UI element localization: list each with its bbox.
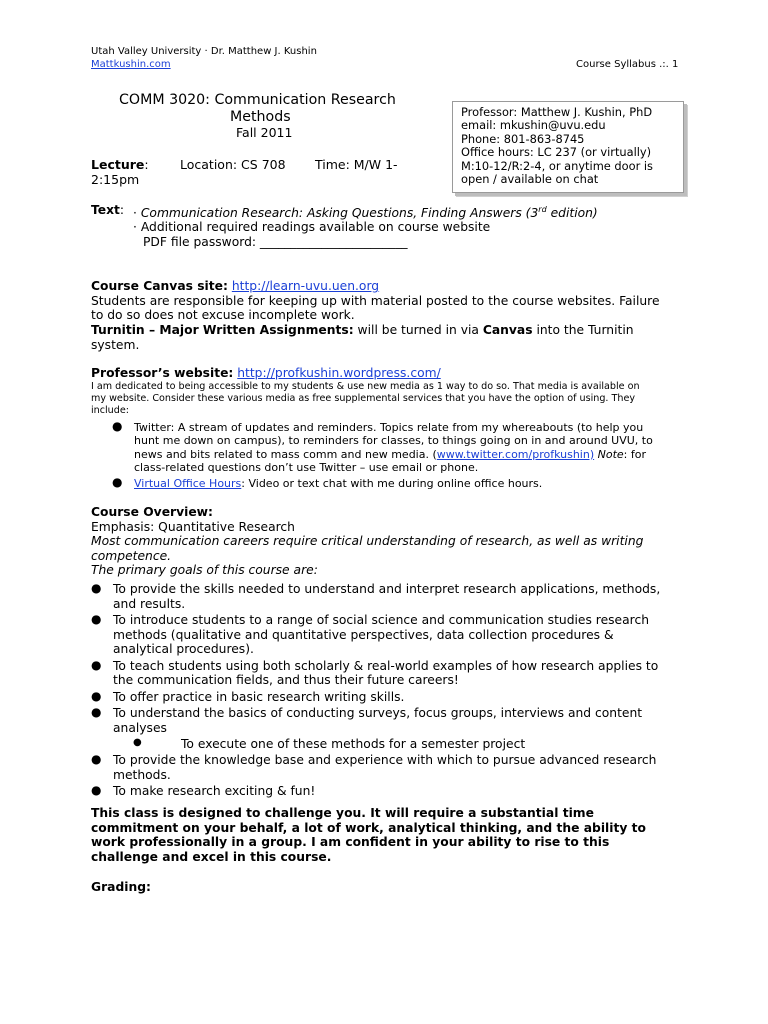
challenge-paragraph: [91, 806, 646, 864]
goal-text: analytical procedures).: [113, 642, 254, 656]
additional-bullet: ·: [133, 220, 137, 234]
sub-goal-item: [91, 737, 691, 753]
virtual-office-hours-link[interactable]: Virtual Office Hours: [134, 477, 242, 490]
goal-text: methods.: [113, 767, 171, 782]
bullet-icon: ●: [91, 581, 102, 595]
voh-desc: : Video or text chat with me during online office hours.: [241, 477, 543, 490]
goal-text: To provide the knowledge base and experience with which to pursue advanced research: [113, 753, 657, 767]
goal-text: analyses: [113, 720, 167, 735]
overview-italic-2: competence.: [91, 548, 172, 563]
goal-text: the communication fields, and thus their future careers!: [113, 673, 459, 687]
prof-office-hours-2: M:10-12/R:2-4, or anytime door is: [461, 158, 653, 173]
prof-phone: Phone: 801-863-8745: [461, 131, 585, 146]
goal-text: and results.: [113, 596, 186, 611]
prof-name: Professor: Matthew J. Kushin, PhD: [461, 105, 653, 119]
overview-emphasis: Emphasis: Quantitative Research: [91, 519, 295, 534]
professor-info-box: [452, 101, 684, 193]
canvas-desc-2: to do so does not excuse incomplete work.: [91, 308, 355, 322]
bullet-icon: ●: [112, 419, 123, 433]
goals-list: [91, 582, 691, 801]
bullet-icon: ●: [91, 688, 102, 703]
challenge-line-1: This class is designed to challenge you. It will require a substantial time: [91, 806, 594, 820]
overview-section: [91, 505, 643, 578]
page-label: Course Syllabus .:. 1: [576, 59, 679, 70]
goal-item: [91, 784, 691, 799]
canvas-line: [91, 279, 379, 294]
bullet-icon: ●: [91, 752, 102, 766]
text-colon: :: [119, 203, 125, 217]
lecture-location: Location: CS 708: [180, 157, 286, 172]
text-label: [91, 203, 124, 218]
website-intro-2: my website. Consider these various media as free supplemental services that you have the option of using. They: [91, 393, 636, 404]
goal-item: [91, 690, 691, 705]
website-link[interactable]: http://profkushin.wordpress.com/: [237, 366, 441, 380]
additional-readings-text: Additional required readings available on course website: [140, 220, 491, 234]
turnitin-canvas: Canvas: [482, 323, 533, 337]
note-label: Note: [597, 447, 624, 461]
voh-item: [112, 477, 542, 490]
lecture-colon: :: [144, 157, 149, 172]
bullet-icon: ●: [91, 657, 102, 672]
prof-email: email: mkushin@uvu.edu: [461, 118, 606, 133]
goal-text: methods (qualitative and quantitative perspectives, data collection procedures &: [113, 627, 614, 642]
note-rest: : for: [623, 447, 646, 461]
goal-item: [91, 582, 691, 611]
goal-text: To offer practice in basic research writing skills.: [113, 689, 405, 704]
twitter-line-3: [134, 448, 682, 461]
overview-italic-3: The primary goals of this course are:: [91, 563, 318, 577]
canvas-desc-1: Students are responsible for keeping up with material posted to the course websites. Failure: [91, 294, 660, 308]
twitter-line-1: Twitter: A stream of updates and reminders. Topics relate from my whereabouts (to help you: [134, 421, 644, 434]
bullet-icon: ●: [91, 612, 102, 626]
goal-text: To introduce students to a range of social science and communication studies research: [113, 613, 649, 627]
textbook-bullet: ·: [133, 206, 137, 221]
lecture-time: Time: M/W 1-: [315, 157, 398, 172]
lecture-time-cont: 2:15pm: [91, 172, 140, 187]
text-label-text: Text: [91, 203, 120, 217]
turnitin-line: [91, 323, 634, 338]
prof-office-hours-3: open / available on chat: [461, 172, 599, 187]
bullet-icon: ●: [91, 783, 102, 797]
overview-label: Course Overview:: [91, 505, 213, 519]
course-title-line1: COMM 3020: Communication Research: [119, 92, 396, 108]
overview-italic-1: Most communication careers require critical understanding of research, as well as writing: [91, 534, 644, 548]
additional-readings: [133, 220, 490, 235]
twitter-link[interactable]: www.twitter.com/profkushin): [436, 447, 595, 461]
twitter-line-2: hunt me down on campus), to reminders for classes, to things going on in and around UVU, to: [134, 434, 653, 448]
bullet-icon: ●: [91, 705, 102, 719]
course-title: [119, 92, 396, 126]
website-intro-1: I am dedicated to being accessible to my students & use new media as 1 way to do so. That media is available on: [91, 381, 640, 392]
pdf-password: PDF file password: ________________________: [143, 235, 408, 249]
website-line: [91, 366, 441, 381]
textbook-title: Communication Research: Asking Questions, Finding Answers (3: [140, 206, 539, 221]
header-line: Utah Valley University · Dr. Matthew J. Kushin: [91, 46, 317, 57]
goal-text: To make research exciting & fun!: [113, 784, 316, 798]
goal-item: [91, 613, 691, 657]
challenge-line-2: commitment on your behalf, a lot of work, analytical thinking, and the ability to: [91, 820, 646, 835]
canvas-link[interactable]: http://learn-uvu.uen.org: [231, 279, 380, 293]
website-label: Professor’s website:: [91, 366, 234, 380]
textbook-edition: edition): [546, 206, 598, 221]
twitter-line-3-text: news and bits related to mass comm and new media. (: [134, 447, 437, 461]
turnitin-line-2: system.: [91, 338, 140, 352]
lecture-label: [91, 158, 149, 173]
goal-text: To teach students using both scholarly & real-world examples of how research applies to: [113, 658, 659, 673]
website-intro: [91, 381, 640, 417]
sub-goal-text: To execute one of these methods for a semester project: [181, 737, 526, 751]
goal-item: [91, 753, 691, 782]
challenge-line-3: work professionally in a group. I am confident in your ability to rise to this: [91, 835, 610, 849]
goal-text: To understand the basics of conducting surveys, focus groups, interviews and content: [113, 706, 643, 720]
turnitin-label: Turnitin – Major Written Assignments:: [91, 323, 354, 337]
lecture-label-text: Lecture: [91, 157, 145, 172]
bullet-icon: ●: [112, 475, 123, 489]
bullet-icon: ●: [133, 737, 142, 748]
goal-text: To provide the skills needed to understand and interpret research applications, methods,: [113, 582, 661, 596]
turnitin-end: into the Turnitin: [532, 323, 634, 337]
turnitin-mid: will be turned in via: [353, 323, 483, 337]
goal-item: [91, 659, 691, 688]
term: Fall 2011: [236, 125, 293, 140]
website-intro-3: include:: [91, 405, 129, 416]
textbook-line: [133, 203, 598, 221]
twitter-item: [112, 421, 682, 475]
challenge-line-4: challenge and excel in this course.: [91, 849, 332, 864]
prof-office-hours: Office hours: LC 237 (or virtually): [461, 145, 652, 160]
twitter-line-4: class-related questions don’t use Twitter – use email or phone.: [134, 461, 479, 475]
grading-label: Grading:: [91, 880, 151, 894]
goal-item: [91, 706, 691, 735]
site-link[interactable]: Mattkushin.com: [91, 59, 171, 70]
canvas-label: Course Canvas site:: [91, 279, 228, 293]
textbook-sup: rd: [538, 205, 547, 214]
course-title-line2: Methods: [230, 109, 291, 125]
